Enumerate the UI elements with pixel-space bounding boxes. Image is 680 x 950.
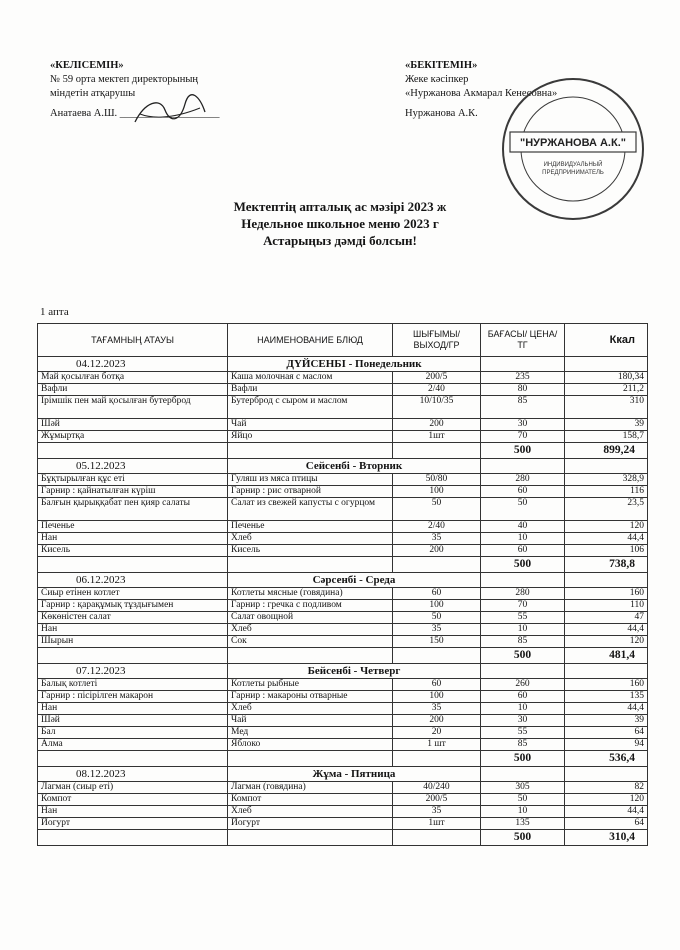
dish-kz: Балғын қырыққабат пен қияр салаты	[38, 498, 228, 521]
dish-kz: Ірімшік пен май қосылған бутерброд	[38, 396, 228, 419]
day-date: 04.12.2023	[38, 357, 228, 372]
dish-kcal: 44,4	[565, 806, 648, 818]
dish-yield: 200	[393, 419, 481, 431]
total-kcal: 481,4	[565, 648, 648, 664]
stamp-line-2: ПРЕДПРИНИМАТЕЛЬ	[542, 170, 604, 176]
dish-ru: Хлеб	[228, 703, 393, 715]
dish-kcal: 39	[565, 715, 648, 727]
agreed-signer: Анатаева А.Ш. ___________________	[50, 108, 220, 119]
dish-kcal: 120	[565, 794, 648, 806]
approved-title: «БЕКІТЕМІН»	[405, 60, 478, 71]
agreed-line-1: № 59 орта мектеп директорының	[50, 74, 199, 85]
dish-kz: Кисель	[38, 545, 228, 557]
table-row	[38, 533, 648, 545]
dish-kcal: 110	[565, 600, 648, 612]
dish-ru: Вафли	[228, 384, 393, 396]
dish-price: 60	[481, 486, 565, 498]
dish-kz: Бал	[38, 727, 228, 739]
dish-price: 80	[481, 384, 565, 396]
dish-kz: Печенье	[38, 521, 228, 533]
total-row	[38, 443, 648, 459]
dish-price: 30	[481, 715, 565, 727]
table-row	[38, 588, 648, 600]
table-row	[38, 727, 648, 739]
day-row	[38, 664, 648, 679]
dish-yield: 100	[393, 691, 481, 703]
day-name: Бейсенбі - Четверг	[228, 664, 481, 679]
dish-ru: Мед	[228, 727, 393, 739]
dish-kcal: 160	[565, 588, 648, 600]
week-label: 1 апта	[40, 306, 69, 318]
day-row	[38, 459, 648, 474]
total-price: 500	[481, 648, 565, 664]
total-row	[38, 751, 648, 767]
dish-ru: Яйцо	[228, 431, 393, 443]
approved-line-2: «Нуржанова Акмарал Кенесовна»	[405, 88, 558, 99]
header-price: БАҒАСЫ/ ЦЕНА/ТГ	[481, 324, 565, 357]
table-row	[38, 739, 648, 751]
table-row	[38, 431, 648, 443]
dish-kz: Шәй	[38, 715, 228, 727]
title-ru: Недельное школьное меню 2023 г	[241, 216, 439, 231]
day-name: Жұма - Пятница	[228, 767, 481, 782]
dish-kcal: 160	[565, 679, 648, 691]
total-kcal: 738,8	[565, 557, 648, 573]
table-row	[38, 806, 648, 818]
total-price: 500	[481, 443, 565, 459]
dish-yield: 50	[393, 612, 481, 624]
approved-line-1: Жеке кәсіпкер	[405, 74, 469, 85]
dish-kz: Гарнир : пісірілген макарон	[38, 691, 228, 703]
header-kcal: Ккал	[565, 324, 648, 357]
table-row	[38, 521, 648, 533]
total-price: 500	[481, 830, 565, 846]
dish-ru: Каша молочная с маслом	[228, 372, 393, 384]
table-row	[38, 624, 648, 636]
dish-kz: Шырын	[38, 636, 228, 648]
dish-kcal: 44,4	[565, 624, 648, 636]
dish-kcal: 23,5	[565, 498, 648, 521]
dish-yield: 20	[393, 727, 481, 739]
dish-yield: 60	[393, 679, 481, 691]
dish-ru: Чай	[228, 419, 393, 431]
day-name: Сейсенбі - Вторник	[228, 459, 481, 474]
dish-kcal: 47	[565, 612, 648, 624]
dish-price: 50	[481, 794, 565, 806]
dish-ru: Бутерброд с сыром и маслом	[228, 396, 393, 419]
dish-price: 70	[481, 431, 565, 443]
table-header-row	[38, 324, 648, 357]
dish-yield: 1шт	[393, 818, 481, 830]
total-price: 500	[481, 557, 565, 573]
header-name-kz: ТАҒАМНЫҢ АТАУЫ	[38, 324, 228, 357]
day-date: 05.12.2023	[38, 459, 228, 474]
day-date: 08.12.2023	[38, 767, 228, 782]
stamp-name: "НУРЖАНОВА А.К."	[520, 137, 626, 149]
dish-yield: 50/80	[393, 474, 481, 486]
day-name: ДҮЙСЕНБІ - Понедельник	[228, 357, 481, 372]
dish-kz: Лагман (сиыр еті)	[38, 782, 228, 794]
dish-yield: 100	[393, 600, 481, 612]
table-row	[38, 703, 648, 715]
total-row	[38, 830, 648, 846]
dish-yield: 100	[393, 486, 481, 498]
dish-yield: 150	[393, 636, 481, 648]
dish-yield: 200/5	[393, 794, 481, 806]
dish-kcal: 211,2	[565, 384, 648, 396]
dish-price: 85	[481, 396, 565, 419]
dish-kcal: 158,7	[565, 431, 648, 443]
day-row	[38, 573, 648, 588]
dish-price: 10	[481, 703, 565, 715]
menu-table	[37, 323, 648, 846]
table-row	[38, 545, 648, 557]
total-row	[38, 557, 648, 573]
dish-yield: 200/5	[393, 372, 481, 384]
table-row	[38, 384, 648, 396]
dish-ru: Салат овощной	[228, 612, 393, 624]
day-name: Сәрсенбі - Среда	[228, 573, 481, 588]
dish-kcal: 64	[565, 818, 648, 830]
dish-price: 10	[481, 624, 565, 636]
table-row	[38, 600, 648, 612]
dish-kcal: 94	[565, 739, 648, 751]
table-row	[38, 691, 648, 703]
dish-kcal: 135	[565, 691, 648, 703]
dish-price: 260	[481, 679, 565, 691]
stamp-line-1: ИНДИВИДУАЛЬНЫЙ	[543, 162, 603, 168]
table-row	[38, 474, 648, 486]
dish-kz: Балық котлеті	[38, 679, 228, 691]
total-price: 500	[481, 751, 565, 767]
dish-price: 30	[481, 419, 565, 431]
header-name-ru: НАИМЕНОВАНИЕ БЛЮД	[228, 324, 393, 357]
dish-price: 60	[481, 691, 565, 703]
dish-yield: 35	[393, 806, 481, 818]
dish-ru: Гарнир : рис отварной	[228, 486, 393, 498]
dish-yield: 35	[393, 533, 481, 545]
day-row	[38, 767, 648, 782]
table-row	[38, 612, 648, 624]
dish-kcal: 180,34	[565, 372, 648, 384]
dish-kcal: 116	[565, 486, 648, 498]
dish-kcal: 120	[565, 636, 648, 648]
table-row	[38, 782, 648, 794]
dish-price: 10	[481, 533, 565, 545]
dish-yield: 35	[393, 624, 481, 636]
dish-kz: Алма	[38, 739, 228, 751]
dish-price: 85	[481, 636, 565, 648]
dish-kz: Май қосылған ботқа	[38, 372, 228, 384]
dish-kz: Сиыр етінен котлет	[38, 588, 228, 600]
agreed-title: «КЕЛІСЕМІН»	[50, 60, 124, 71]
dish-kcal: 328,9	[565, 474, 648, 486]
dish-yield: 2/40	[393, 384, 481, 396]
dish-yield: 2/40	[393, 521, 481, 533]
dish-kz: Шәй	[38, 419, 228, 431]
dish-yield: 35	[393, 703, 481, 715]
dish-kz: Гарнир : қайнатылған күріш	[38, 486, 228, 498]
header-yield: ШЫҒЫМЫ/ ВЫХОД/ГР	[393, 324, 481, 357]
dish-kcal: 64	[565, 727, 648, 739]
dish-yield: 200	[393, 715, 481, 727]
total-kcal: 536,4	[565, 751, 648, 767]
signature-graphic	[130, 92, 210, 132]
dish-ru: Йогурт	[228, 818, 393, 830]
table-row	[38, 794, 648, 806]
dish-kcal: 44,4	[565, 703, 648, 715]
dish-kz: Нан	[38, 806, 228, 818]
table-row	[38, 818, 648, 830]
title-wish: Астарыңыз дәмді болсын!	[263, 233, 417, 248]
dish-price: 235	[481, 372, 565, 384]
dish-price: 55	[481, 727, 565, 739]
table-row	[38, 372, 648, 384]
dish-kcal: 82	[565, 782, 648, 794]
dish-kcal: 39	[565, 419, 648, 431]
table-row	[38, 486, 648, 498]
day-date: 07.12.2023	[38, 664, 228, 679]
dish-price: 280	[481, 474, 565, 486]
dish-price: 50	[481, 498, 565, 521]
dish-ru: Хлеб	[228, 806, 393, 818]
dish-kz: Йогурт	[38, 818, 228, 830]
approved-signer: Нуржанова А.К.	[405, 108, 478, 119]
dish-ru: Яблоко	[228, 739, 393, 751]
dish-kz: Көкөністен салат	[38, 612, 228, 624]
dish-ru: Кисель	[228, 545, 393, 557]
dish-price: 10	[481, 806, 565, 818]
title-kz: Мектептің апталық ас мәзірі 2023 ж	[233, 199, 447, 214]
table-row	[38, 396, 648, 419]
table-row	[38, 715, 648, 727]
dish-ru: Чай	[228, 715, 393, 727]
total-row	[38, 648, 648, 664]
dish-kz: Нан	[38, 703, 228, 715]
dish-yield: 1шт	[393, 431, 481, 443]
agreed-line-2: міндетін атқарушы	[50, 88, 136, 99]
dish-ru: Печенье	[228, 521, 393, 533]
dish-kcal: 310	[565, 396, 648, 419]
dish-price: 40	[481, 521, 565, 533]
dish-ru: Лагман (говядина)	[228, 782, 393, 794]
dish-kcal: 120	[565, 521, 648, 533]
dish-price: 60	[481, 545, 565, 557]
dish-price: 85	[481, 739, 565, 751]
dish-ru: Котлеты мясные (говядина)	[228, 588, 393, 600]
dish-yield: 1 шт	[393, 739, 481, 751]
day-date: 06.12.2023	[38, 573, 228, 588]
dish-kz: Гарнир : қарақұмық тұздығымен	[38, 600, 228, 612]
table-row	[38, 498, 648, 521]
dish-ru: Гуляш из мяса птицы	[228, 474, 393, 486]
dish-yield: 50	[393, 498, 481, 521]
table-row	[38, 419, 648, 431]
day-row	[38, 357, 648, 372]
table-row	[38, 679, 648, 691]
dish-kz: Бұқтырылған құс еті	[38, 474, 228, 486]
dish-ru: Хлеб	[228, 624, 393, 636]
dish-price: 55	[481, 612, 565, 624]
dish-ru: Компот	[228, 794, 393, 806]
dish-kz: Нан	[38, 624, 228, 636]
dish-yield: 40/240	[393, 782, 481, 794]
dish-price: 70	[481, 600, 565, 612]
dish-price: 305	[481, 782, 565, 794]
total-kcal: 310,4	[565, 830, 648, 846]
dish-yield: 200	[393, 545, 481, 557]
total-kcal: 899,24	[565, 443, 648, 459]
document-titles	[0, 198, 680, 249]
dish-yield: 60	[393, 588, 481, 600]
dish-kcal: 44,4	[565, 533, 648, 545]
dish-ru: Гарнир : макароны отварные	[228, 691, 393, 703]
dish-kz: Вафли	[38, 384, 228, 396]
dish-kz: Нан	[38, 533, 228, 545]
dish-yield: 10/10/35	[393, 396, 481, 419]
dish-ru: Гарнир : гречка с подливом	[228, 600, 393, 612]
dish-ru: Салат из свежей капусты с огурцом	[228, 498, 393, 521]
dish-price: 135	[481, 818, 565, 830]
table-row	[38, 636, 648, 648]
dish-ru: Котлеты рыбные	[228, 679, 393, 691]
dish-kz: Жұмыртқа	[38, 431, 228, 443]
dish-kz: Компот	[38, 794, 228, 806]
dish-price: 280	[481, 588, 565, 600]
dish-ru: Хлеб	[228, 533, 393, 545]
dish-kcal: 106	[565, 545, 648, 557]
dish-ru: Сок	[228, 636, 393, 648]
